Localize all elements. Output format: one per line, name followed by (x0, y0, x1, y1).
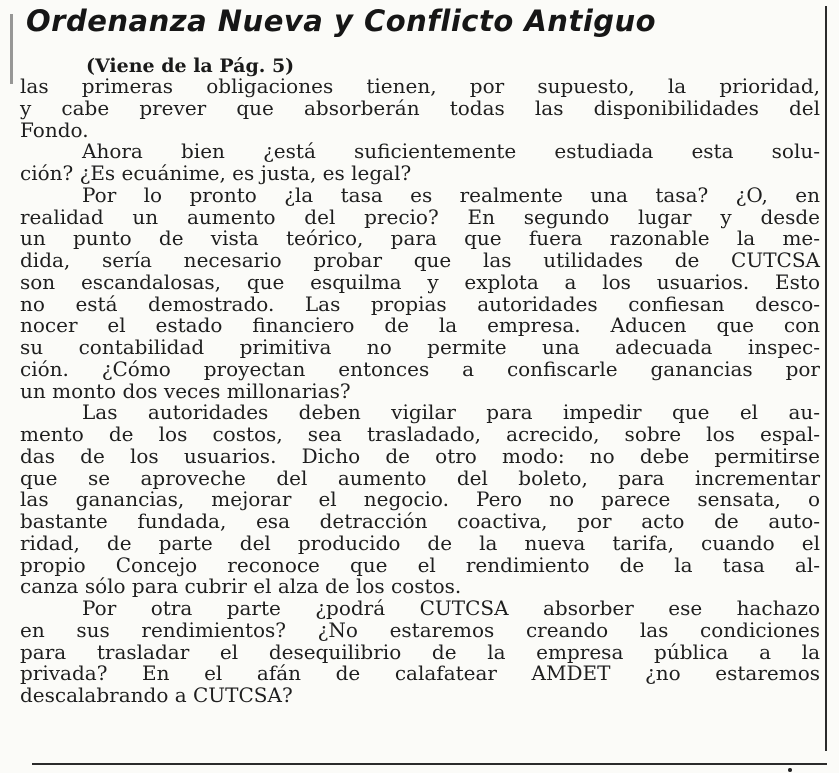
text-line: son escandalosas, que esquilma y explota a los usuarios. Esto (20, 269, 820, 294)
text-line: canza sólo para cubrir el alza de los costos. (20, 574, 462, 599)
text-line: dida, sería necesario probar que las utilidades de CUTCSA (20, 248, 820, 272)
text-line: privada? En el afán de calafatear AMDET ¿no estaremos (20, 661, 820, 686)
column-rule-bottom (32, 763, 827, 765)
text-line: un punto de vista teórico, para que fuera razonable la me- (20, 226, 820, 251)
article-body (20, 76, 820, 707)
continuation-note: (Viene de la Pág. 5) (86, 55, 295, 77)
text-line: Las autoridades deben vigilar para impedir que el au- (82, 400, 820, 425)
text-line: Por otra parte ¿podrá CUTCSA absorber ese hachazo (82, 596, 820, 620)
text-line: y cabe prever que absorberán todas las disponibilidades del (20, 95, 820, 120)
text-line: las primeras obligaciones tienen, por supuesto, la prioridad, (20, 74, 820, 98)
article-title: Ordenanza Nueva y Conflicto Antiguo (26, 4, 657, 38)
text-line: Por lo pronto ¿la tasa es realmente una tasa? ¿O, en (82, 182, 820, 207)
text-line: Fondo. (20, 117, 89, 142)
text-line: las ganancias, mejorar el negocio. Pero no parece sensata, o (20, 487, 820, 512)
text-line: bastante fundada, esa detracción coactiva, por acto de auto- (20, 509, 820, 533)
text-line: nocer el estado financiero de la empresa. Aducen que con (20, 313, 820, 338)
column-rule-right (825, 6, 827, 751)
text-line: ción? ¿Es ecuánime, es justa, es legal? (20, 161, 412, 185)
text-line: que se aproveche del aumento del boleto, para incrementar (20, 465, 820, 490)
text-line: descalabrando a CUTCSA? (20, 683, 293, 707)
text-line: un monto dos veces millonarias? (20, 378, 351, 403)
text-line: das de los usuarios. Dicho de otro modo: no debe permitirse (20, 443, 820, 468)
text-line: realidad un aumento del precio? En segundo lugar y desde (20, 204, 820, 229)
text-line: mento de los costos, sea trasladado, acrecido, sobre los espal- (20, 422, 820, 446)
text-line: propio Concejo reconoce que el rendimiento de la tasa al- (20, 552, 820, 577)
text-line: Ahora bien ¿está suficientemente estudiada esta solu- (82, 139, 820, 164)
text-line: ción. ¿Cómo proyectan entonces a confiscarle ganancias por (20, 356, 820, 381)
text-line: ridad, de parte del producido de la nueva tarifa, cuando el (20, 530, 820, 555)
text-line: no está demostrado. Las propias autoridades confiesan desco- (20, 291, 820, 316)
text-line: en sus rendimientos? ¿No estaremos creando las condiciones (20, 617, 820, 642)
text-line: su contabilidad primitiva no permite una adecuada inspec- (20, 335, 820, 359)
left-edge-mark (10, 14, 13, 84)
ink-speck (788, 768, 792, 772)
text-line: para trasladar el desequilibrio de la empresa pública a la (20, 639, 820, 664)
